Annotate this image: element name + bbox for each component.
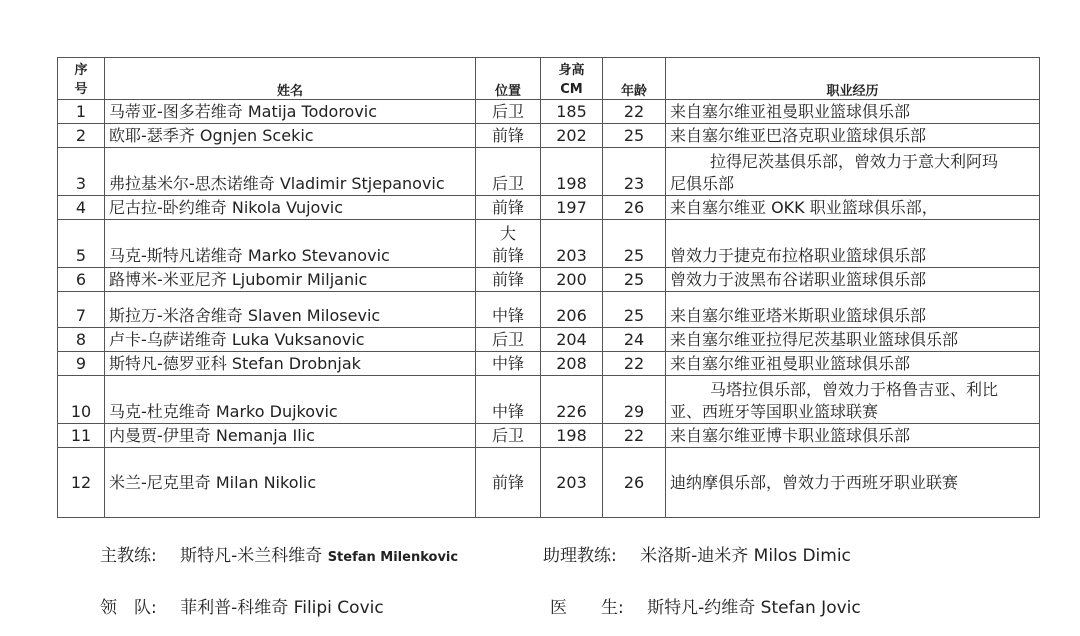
player-career: [666, 148, 1040, 196]
player-name: 马克-斯特凡诺维奇 Marko Stevanovic: [105, 220, 476, 268]
header-row: [58, 58, 1040, 100]
table-row: [58, 352, 1040, 376]
header-name: 姓名: [105, 58, 476, 100]
player-age: 22: [603, 352, 666, 376]
table-row: [58, 220, 1040, 268]
career-line-1: 马塔拉俱乐部，曾效力于格鲁吉亚、利比: [710, 380, 999, 399]
player-name: 弗拉基米尔-思杰诺维奇 Vladimir Stjepanovic: [105, 148, 476, 196]
table-row: [58, 124, 1040, 148]
player-name: 路博米-米亚尼齐 Ljubomir Miljanic: [105, 268, 476, 292]
head-coach: [100, 541, 458, 566]
player-age: 29: [603, 376, 666, 424]
header-age: 年龄: [603, 58, 666, 100]
player-height: 185: [541, 100, 603, 124]
roster-table: [57, 57, 1040, 518]
row-index: 7: [58, 292, 105, 328]
player-position: 前锋: [476, 268, 541, 292]
player-career: 迪纳摩俱乐部，曾效力于西班牙职业联赛: [666, 448, 1040, 518]
header-height-unit: CM: [560, 82, 583, 97]
head-coach-label: 主教练:: [100, 546, 157, 566]
header-career: 职业经历: [666, 58, 1040, 100]
row-index: 12: [58, 448, 105, 518]
player-position: 前锋: [476, 124, 541, 148]
player-career: 曾效力于波黑布谷诺职业篮球俱乐部: [666, 268, 1040, 292]
player-height: 208: [541, 352, 603, 376]
row-index: 5: [58, 220, 105, 268]
table-row: [58, 196, 1040, 220]
team-doctor-label: 医 生:: [550, 598, 624, 618]
player-position: [476, 220, 541, 268]
player-age: 22: [603, 424, 666, 448]
player-position: 中锋: [476, 292, 541, 328]
player-position: 中锋: [476, 352, 541, 376]
head-coach-name: 斯特凡-米兰科维奇: [180, 546, 323, 566]
player-name: 马克-杜克维奇 Marko Dujkovic: [105, 376, 476, 424]
table-row: [58, 376, 1040, 424]
table-row: [58, 448, 1040, 518]
header-position: 位置: [476, 58, 541, 100]
player-age: 26: [603, 448, 666, 518]
player-position: 中锋: [476, 376, 541, 424]
player-career: 来自塞尔维亚塔米斯职业篮球俱乐部: [666, 292, 1040, 328]
team-doctor-name: 斯特凡-约维奇 Stefan Jovic: [647, 598, 861, 618]
player-career: 来自塞尔维亚祖曼职业篮球俱乐部: [666, 352, 1040, 376]
player-name: 斯拉万-米洛舍维奇 Slaven Milosevic: [105, 292, 476, 328]
player-height: 226: [541, 376, 603, 424]
player-age: 25: [603, 220, 666, 268]
player-height: 200: [541, 268, 603, 292]
row-index: 9: [58, 352, 105, 376]
player-name: 卢卡-乌萨诺维奇 Luka Vuksanovic: [105, 328, 476, 352]
row-index: 3: [58, 148, 105, 196]
player-height: 204: [541, 328, 603, 352]
career-line-2: 亚、西班牙等国职业篮球联赛: [670, 402, 879, 421]
player-age: 24: [603, 328, 666, 352]
table-row: [58, 292, 1040, 328]
player-position: 前锋: [476, 196, 541, 220]
player-age: 26: [603, 196, 666, 220]
assistant-coach-label: 助理教练:: [543, 546, 617, 566]
player-height: 198: [541, 148, 603, 196]
player-position: 前锋: [476, 448, 541, 518]
player-career: 来自塞尔维亚拉得尼茨基职业篮球俱乐部: [666, 328, 1040, 352]
player-age: 22: [603, 100, 666, 124]
player-height: 206: [541, 292, 603, 328]
row-index: 11: [58, 424, 105, 448]
player-height: 198: [541, 424, 603, 448]
player-name: 内曼贾-伊里奇 Nemanja Ilic: [105, 424, 476, 448]
header-height-label: 身高: [558, 63, 585, 78]
career-line-1: 拉得尼茨基俱乐部，曾效力于意大利阿玛: [710, 152, 999, 171]
row-index: 6: [58, 268, 105, 292]
row-index: 10: [58, 376, 105, 424]
table-row: [58, 148, 1040, 196]
player-height: 197: [541, 196, 603, 220]
table-row: [58, 328, 1040, 352]
player-name: 欧耶-瑟季齐 Ognjen Scekic: [105, 124, 476, 148]
player-name: 尼古拉-卧约维奇 Nikola Vujovic: [105, 196, 476, 220]
position-line-1: 大: [499, 224, 516, 243]
player-age: 25: [603, 292, 666, 328]
row-index: 1: [58, 100, 105, 124]
player-career: 来自塞尔维亚巴洛克职业篮球俱乐部: [666, 124, 1040, 148]
career-line-2: 尼俱乐部: [670, 174, 735, 193]
team-leader-label: 领 队:: [100, 598, 157, 618]
player-height: 203: [541, 220, 603, 268]
player-age: 23: [603, 148, 666, 196]
row-index: 4: [58, 196, 105, 220]
header-height: [541, 58, 603, 100]
player-position: 后卫: [476, 148, 541, 196]
assistant-coach: [543, 541, 851, 566]
player-position: 后卫: [476, 424, 541, 448]
player-age: 25: [603, 124, 666, 148]
player-name: 马蒂亚-图多若维奇 Matija Todorovic: [105, 100, 476, 124]
header-index: [58, 58, 105, 100]
player-career: 来自塞尔维亚祖曼职业篮球俱乐部: [666, 100, 1040, 124]
row-index: 2: [58, 124, 105, 148]
position-line-2: 前锋: [491, 246, 524, 265]
player-career: 来自塞尔维亚博卡职业篮球俱乐部: [666, 424, 1040, 448]
player-career: 曾效力于捷克布拉格职业篮球俱乐部: [666, 220, 1040, 268]
player-age: 25: [603, 268, 666, 292]
player-height: 202: [541, 124, 603, 148]
row-index: 8: [58, 328, 105, 352]
player-name: 米兰-尼克里奇 Milan Nikolic: [105, 448, 476, 518]
player-position: 后卫: [476, 328, 541, 352]
team-doctor: [550, 593, 861, 618]
header-index-label: 序号: [74, 63, 88, 97]
table-row: [58, 424, 1040, 448]
player-career: [666, 376, 1040, 424]
table-row: [58, 100, 1040, 124]
team-leader: [100, 593, 384, 618]
assistant-coach-name: 米洛斯-迪米齐 Milos Dimic: [640, 546, 851, 566]
head-coach-latin: Stefan Milenkovic: [327, 550, 459, 565]
player-height: 203: [541, 448, 603, 518]
table-row: [58, 268, 1040, 292]
player-career: 来自塞尔维亚 OKK 职业篮球俱乐部，: [666, 196, 1040, 220]
player-position: 后卫: [476, 100, 541, 124]
team-leader-name: 菲利普-科维奇 Filipi Covic: [180, 598, 384, 618]
player-name: 斯特凡-德罗亚科 Stefan Drobnjak: [105, 352, 476, 376]
